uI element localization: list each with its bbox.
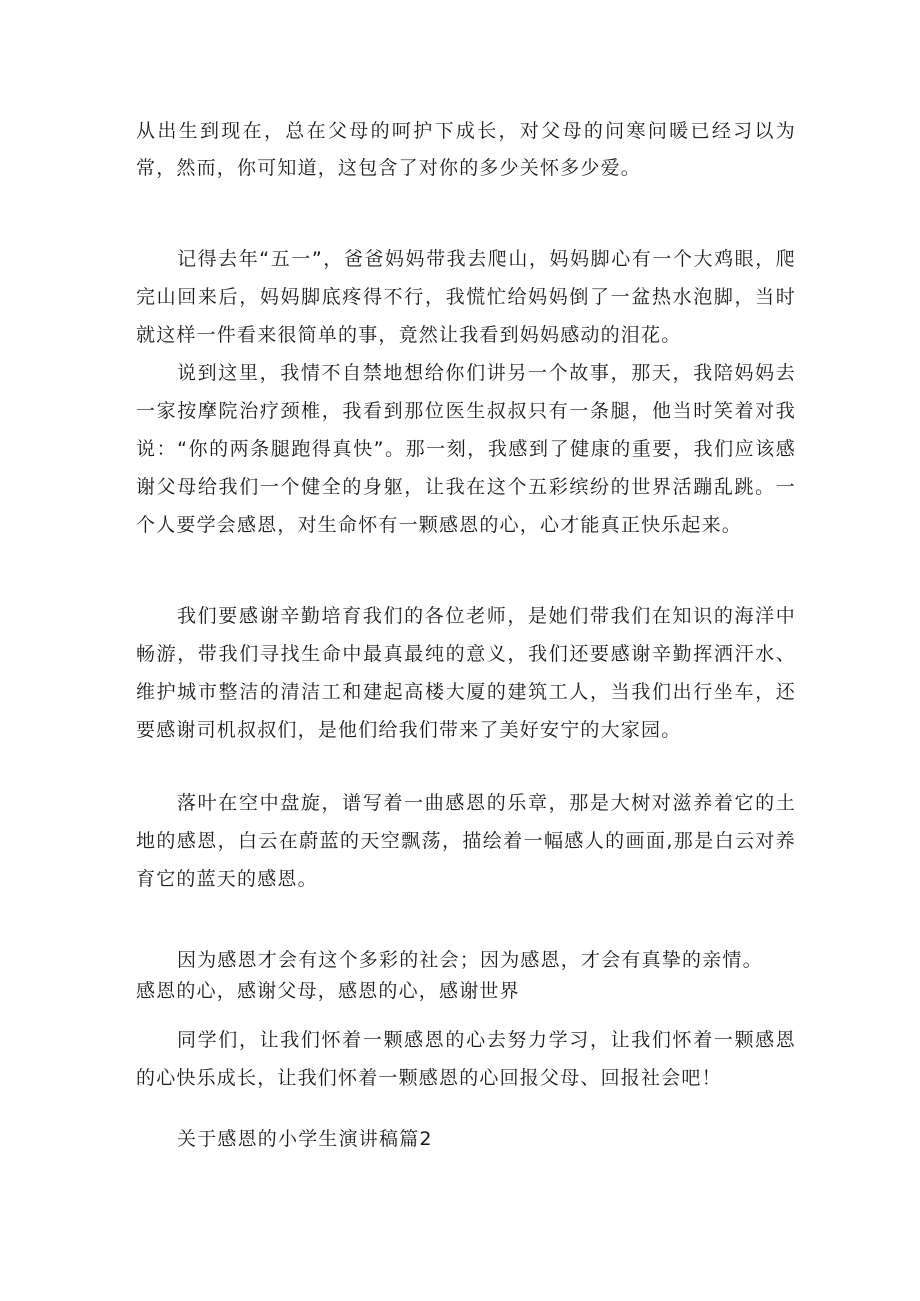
paragraph-3: 说到这里，我情不自禁地想给你们讲另一个故事，那天，我陪妈妈去一家按摩院治疗颈椎，我看到那位医生叔叔只有一条腿，他当时笑着对我说：“你的两条腿跑得真快”。那一刻，我感到了健康的重要，我们应该感谢父母给我们一个健全的身躯，让我在这个五彩缤纷的世界活蹦乱跳。一个人要学会感恩，对生命怀有一颗感恩的心，心才能真正快乐起来。 [136,362,796,536]
paragraph-2: 记得去年“五一”，爸爸妈妈带我去爬山，妈妈脚心有一个大鸡眼，爬完山回来后，妈妈脚底疼得不行，我慌忙给妈妈倒了一盆热水泡脚，当时就这样一件看来很简单的事，竟然让我看到妈妈感动的泪花。 [136,248,796,346]
paragraph-5: 落叶在空中盘旋，谱写着一曲感恩的乐章，那是大树对滋养着它的土地的感恩，白云在蔚蓝的天空飘荡，描绘着一幅感人的画面,那是白云对养育它的蓝天的感恩。 [136,792,796,890]
section-heading: 关于感恩的小学生演讲稿篇2 [177,1128,433,1150]
paragraph-1: 从出生到现在，总在父母的呵护下成长，对父母的问寒问暖已经习以为常，然而，你可知道，这包含了对你的多少关怀多少爱。 [136,120,796,179]
paragraph-7: 感恩的心，感谢父母，感恩的心，感谢世界 [136,980,520,1002]
paragraph-8: 同学们，让我们怀着一颗感恩的心去努力学习，让我们怀着一颗感恩的心快乐成长，让我们怀着一颗感恩的心回报父母、回报社会吧！ [136,1029,796,1089]
paragraph-6: 因为感恩才会有这个多彩的社会；因为感恩，才会有真挚的亲情。 [177,949,763,971]
paragraph-4: 我们要感谢辛勤培育我们的各位老师，是她们带我们在知识的海洋中畅游，带我们寻找生命中最真最纯的意义，我们还要感谢辛勤挥洒汗水、维护城市整洁的清洁工和建起高楼大厦的建筑工人，当我们出行坐车，还要感谢司机叔叔们，是他们给我们带来了美好安宁的大家园。 [136,605,796,741]
